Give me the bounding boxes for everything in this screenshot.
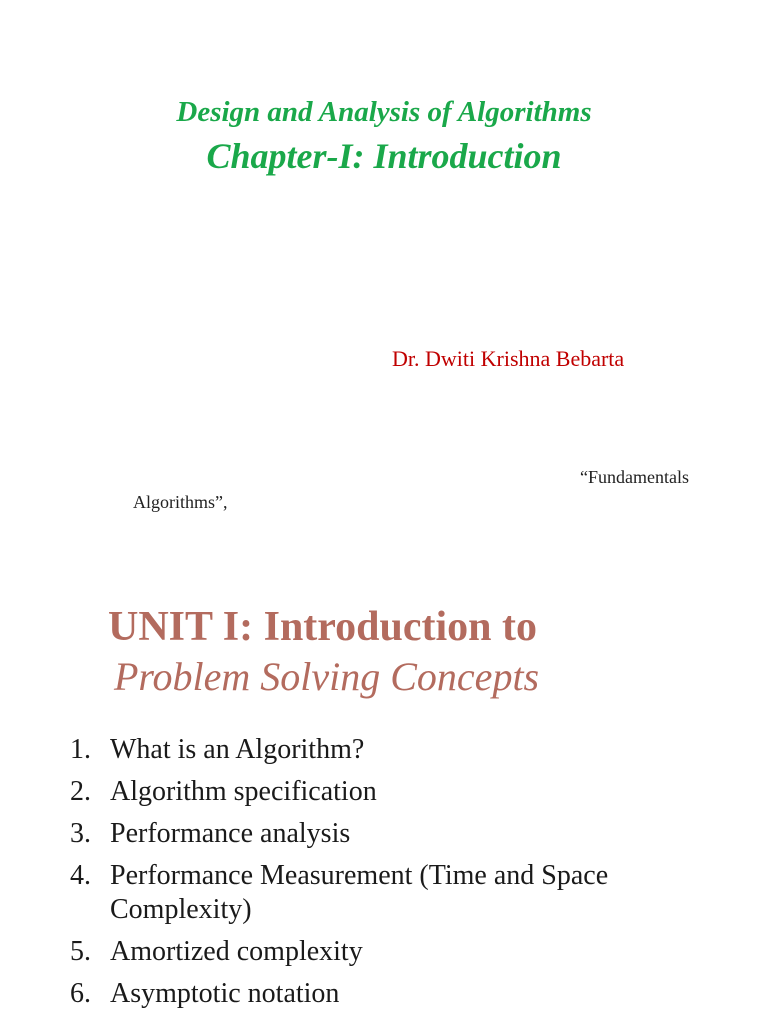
- list-item-text: Performance Measurement (Time and Space Complexity): [110, 860, 609, 925]
- reference-text-line2: Algorithms”,: [133, 492, 228, 512]
- unit-subtitle: Problem Solving Concepts: [114, 654, 540, 699]
- course-title: Design and Analysis of Algorithms: [176, 96, 592, 128]
- reference-text-line1: “Fundamentals: [580, 467, 689, 487]
- list-item-number: 3.: [70, 818, 91, 849]
- list-item-text: Amortized complexity: [110, 936, 363, 967]
- list-item-number: 2.: [70, 776, 91, 807]
- chapter-title: Chapter-I: Introduction: [206, 136, 562, 176]
- list-item-text: What is an Algorithm?: [110, 734, 365, 765]
- list-item: [70, 935, 730, 969]
- list-item: [70, 977, 730, 1011]
- list-item: [70, 775, 730, 809]
- unit-title: UNIT I: Introduction to: [108, 604, 538, 650]
- list-item-text: Algorithm specification: [110, 776, 377, 807]
- list-item-number: 6.: [70, 978, 91, 1009]
- list-item: [70, 817, 730, 851]
- list-item-number: 1.: [70, 734, 91, 765]
- author-name: Dr. Dwiti Krishna Bebarta: [392, 346, 625, 371]
- list-item: [70, 859, 730, 927]
- list-item-number: 5.: [70, 936, 91, 967]
- list-item-text: Performance analysis: [110, 818, 351, 849]
- topic-list: [70, 733, 730, 1019]
- list-item-text: Asymptotic notation: [110, 978, 340, 1009]
- list-item: [70, 733, 730, 767]
- list-item-number: 4.: [70, 860, 91, 891]
